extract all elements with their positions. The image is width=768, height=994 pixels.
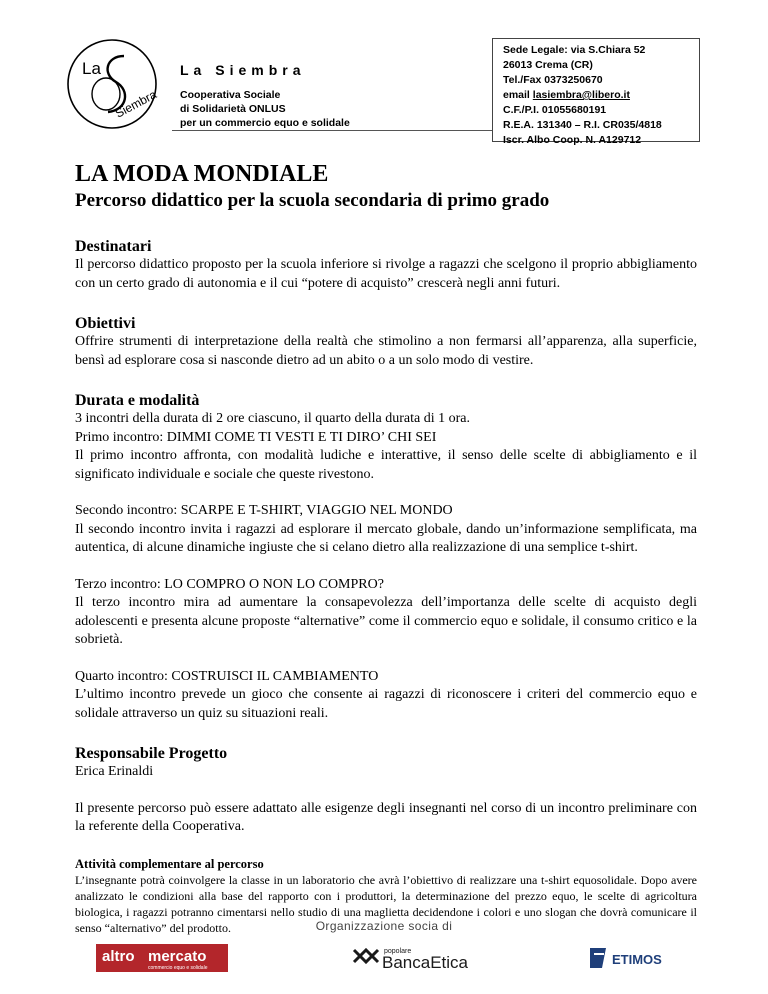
section-title-obiettivi: Obiettivi <box>75 315 136 332</box>
etimos-logo <box>588 944 680 972</box>
logo-text-la: La <box>82 59 101 78</box>
email-link[interactable]: lasiembra@libero.it <box>532 89 630 101</box>
section-title-destinatari: Destinatari <box>75 238 152 255</box>
responsabile-note: Il presente percorso può essere adattato alle esigenze degli insegnanti nel corso di un incontro preliminare con la referente della Cooperativa. <box>75 800 697 834</box>
responsabile-name: Erica Erinaldi <box>75 764 154 779</box>
etimos-text: ETIMOS <box>612 952 662 967</box>
incontro-3-text: Il terzo incontro mira ad aumentare la consapevolezza dell’importanza delle scelte di acquisto degli adolescenti e presenta alcune proposte “alternative” come il commercio equo e solidale, il consumo critico e la sobrietà. <box>75 595 697 647</box>
destinatari-text: Il percorso didattico proposto per la scuola inferiore si rivolge a ragazzi che scelgono il proprio abbigliamento con un certo grado di autonomia e il cui “potere di acquisto” crescerà negli anni futuri. <box>75 257 697 291</box>
org-sub-line: Cooperativa Sociale <box>180 89 281 101</box>
document-body <box>75 160 697 936</box>
incontro-4-title: Quarto incontro: COSTRUISCI IL CAMBIAMENTO <box>75 668 379 684</box>
banca-popolare-text: popolare <box>384 948 412 955</box>
legal-address: Sede Legale: via S.Chiara 52 <box>503 44 646 56</box>
document-title: LA MODA MONDIALE <box>75 161 329 187</box>
obiettivi-text: Offrire strumenti di interpretazione della realtà che stimolino a non fermarsi all’apparenza, alla superficie, bensì ad esplorare cosa si nasconde dietro ad un abito o a un solo modo di vestire. <box>75 334 697 368</box>
incontro-1-text: Il primo incontro affronta, con modalità ludiche e interattive, il senso delle scelte di abbigliamento e il significato individuale e sociale che queste rivestono. <box>75 448 697 482</box>
organization-block <box>180 62 350 130</box>
legal-city: 26013 Crema (CR) <box>503 59 593 71</box>
attivita-text: L’insegnante potrà coinvolgere la classe in un laboratorio che avrà l’obiettivo di realizzare una t-shirt equosolidale. Dopo avere analizzato le condizioni alla base del rapporto con i produttori, la determinazione del prezzo equo, le scelte di agricoltura biologica, i ragazzi potranno cimentarsi nello studio di una maglietta decidendone i colori e uno slogan che dovrà comunicare il senso “alternativo” del prodotto. <box>75 872 697 935</box>
banca-etica-text: BancaEtica <box>382 953 468 972</box>
email-prefix: email <box>503 89 533 101</box>
incontro-4-text: L’ultimo incontro prevede un gioco che consente ai ragazzi di riconoscere i criteri del commercio equo e solidale attraverso un quiz su situazioni reali. <box>75 687 697 721</box>
org-description <box>180 88 350 130</box>
mercato-text: mercato <box>148 948 207 965</box>
footer-label: Organizzazione socia di <box>315 919 453 933</box>
legal-info-box <box>492 38 700 146</box>
logo-text-siembra: Siembra <box>112 87 158 121</box>
legal-email-row <box>503 88 699 103</box>
banca-etica-logo <box>352 944 476 972</box>
durata-intro: 3 incontri della durata di 2 ore ciascuno, il quarto della durata di 1 ora. <box>75 411 470 426</box>
legal-registry: Iscr. Albo Coop. N. A129712 <box>503 134 642 146</box>
section-title-responsabile: Responsabile Progetto <box>75 745 228 762</box>
incontro-2-text: Il secondo incontro invita i ragazzi ad esplorare il mercato globale, dando un’informazione semplificata, ma autentica, di alcune dinamiche ingiuste che si celano dietro alla realizzazione di una semplice t-shirt. <box>75 521 697 555</box>
document-subtitle: Percorso didattico per la scuola secondaria di primo grado <box>75 190 550 211</box>
incontro-3-title: Terzo incontro: LO COMPRO O NON LO COMPRO? <box>75 576 384 592</box>
altromercato-tagline: commercio equo e solidale <box>148 965 208 971</box>
incontro-1-title: Primo incontro: DIMMI COME TI VESTI E TI DIRO’ CHI SEI <box>75 429 437 445</box>
legal-phone: Tel./Fax 0373250670 <box>503 74 603 86</box>
section-title-attivita: Attività complementare al percorso <box>75 856 264 871</box>
org-name: La Siembra <box>180 62 306 78</box>
legal-rea: R.E.A. 131340 – R.I. CR035/4818 <box>503 119 662 131</box>
altromercato-logo <box>96 944 228 972</box>
altro-text: altro <box>102 948 135 965</box>
org-sub-line: di Solidarietà ONLUS <box>180 103 286 115</box>
section-title-durata: Durata e modalità <box>75 392 200 409</box>
incontro-2-title: Secondo incontro: SCARPE E T-SHIRT, VIAGGIO NEL MONDO <box>75 503 453 518</box>
header-divider <box>172 130 492 131</box>
la-siembra-logo <box>66 38 158 130</box>
legal-tax-code: C.F./P.I. 01055680191 <box>503 104 607 116</box>
org-sub-line: per un commercio equo e solidale <box>180 117 350 129</box>
